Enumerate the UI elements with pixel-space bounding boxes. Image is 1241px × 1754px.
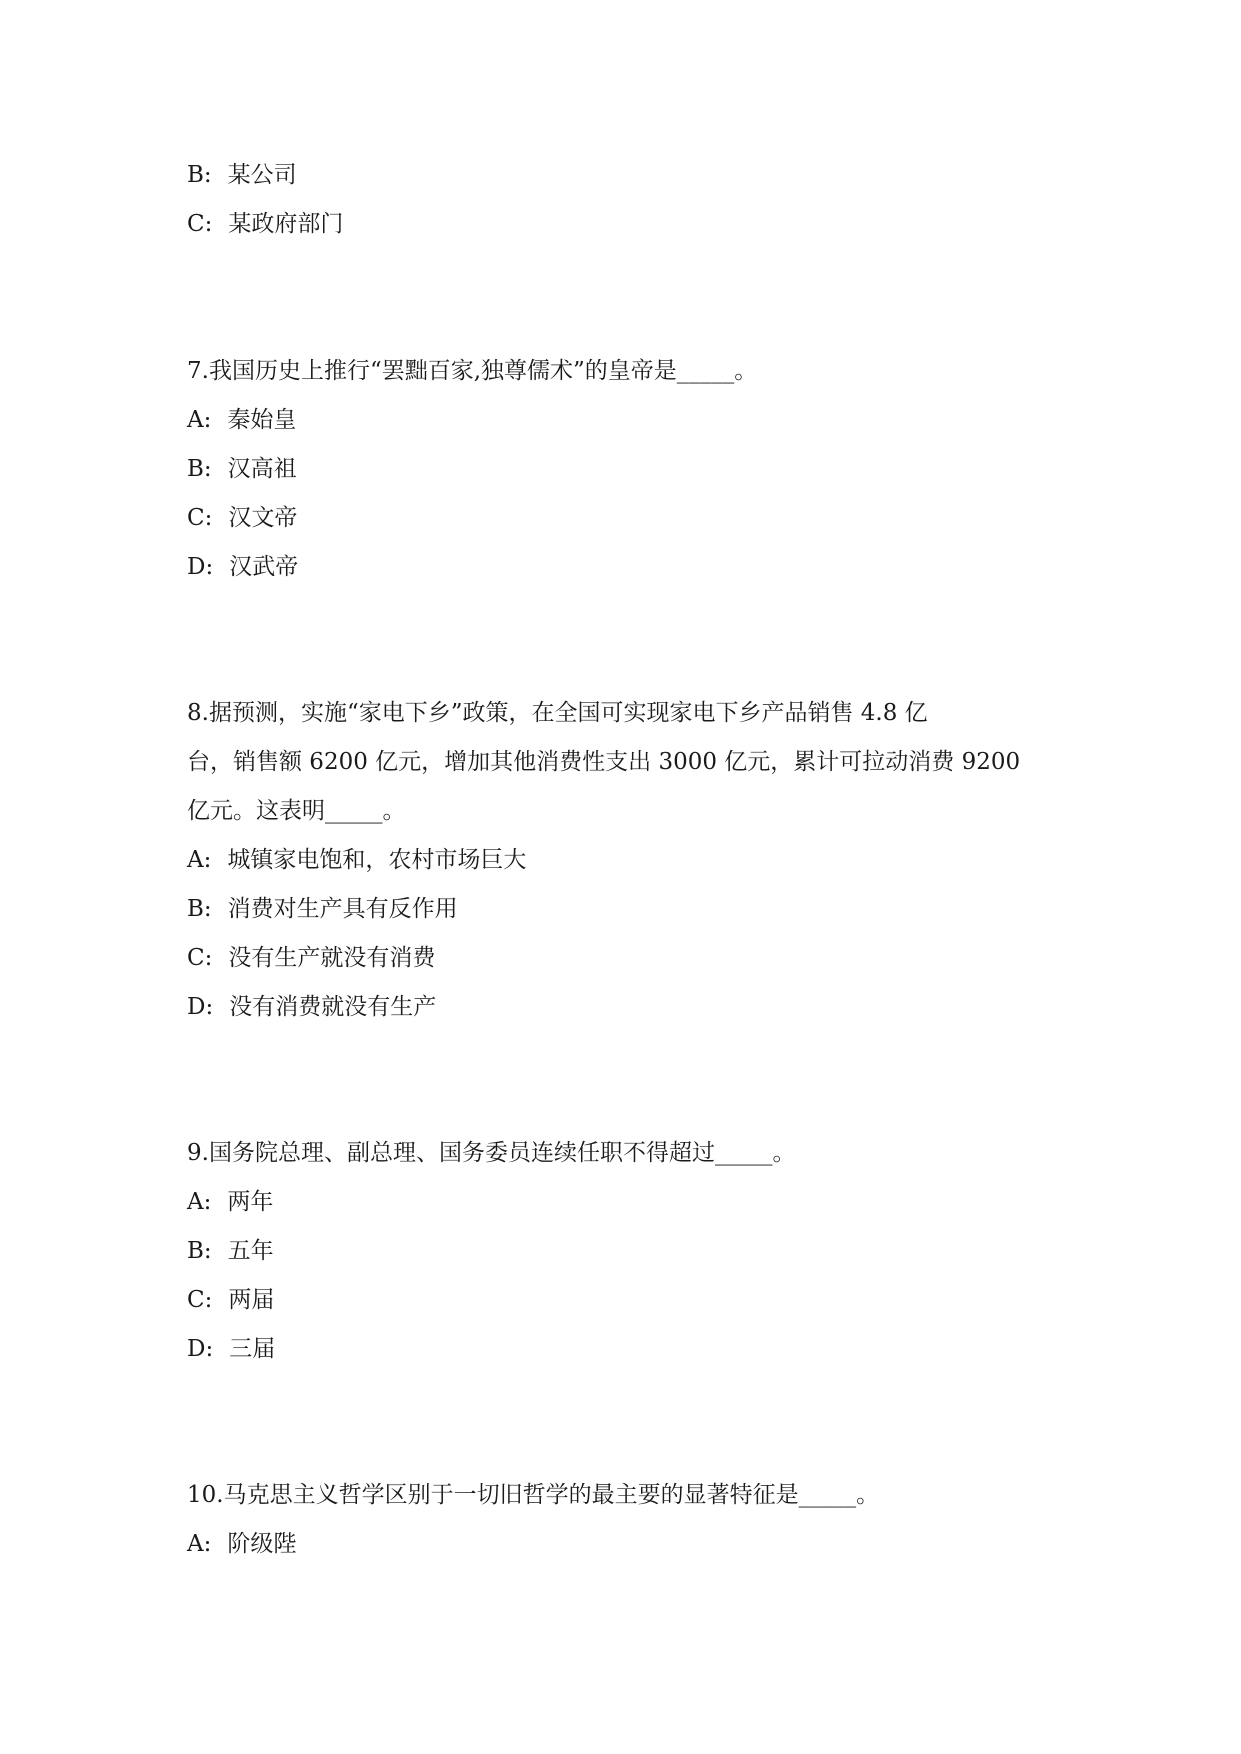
question-8-option-a xyxy=(187,845,526,875)
option-letter: A: xyxy=(187,407,212,433)
option-text: 某公司 xyxy=(227,162,297,188)
option-text: 两届 xyxy=(228,1287,275,1313)
option-text: 没有消费就没有生产 xyxy=(229,994,437,1020)
option-text: 阶级陛 xyxy=(227,1531,297,1557)
question-8-stem-line-1: 8.据预测，实施“家电下乡”政策，在全国可实现家电下乡产品销售 4.8 亿 xyxy=(187,700,928,726)
option-letter: C: xyxy=(187,505,213,531)
option-text: 五年 xyxy=(227,1238,274,1264)
option-text: 某政府部门 xyxy=(228,211,344,237)
question-7-option-d xyxy=(187,552,298,582)
question-9-stem: 9.国务院总理、副总理、国务委员连续任职不得超过_____。 xyxy=(187,1140,796,1166)
option-letter: B: xyxy=(187,456,212,482)
option-text: 两年 xyxy=(227,1189,274,1215)
option-letter: C: xyxy=(187,211,213,237)
question-9-option-a xyxy=(187,1187,273,1217)
option-text: 三届 xyxy=(229,1336,276,1362)
option-letter: A: xyxy=(187,847,212,873)
option-letter: B: xyxy=(187,1238,212,1264)
option-c xyxy=(187,209,343,239)
option-letter: A: xyxy=(187,1189,212,1215)
option-letter: A: xyxy=(187,1531,212,1557)
option-letter: D: xyxy=(187,994,214,1020)
option-text: 消费对生产具有反作用 xyxy=(227,896,458,922)
question-7-option-b xyxy=(187,454,297,484)
option-letter: B: xyxy=(187,162,212,188)
option-letter: C: xyxy=(187,1287,213,1313)
option-letter: D: xyxy=(187,1336,214,1362)
question-9-option-c xyxy=(187,1285,274,1315)
question-8-option-d xyxy=(187,992,436,1022)
question-7-stem: 7.我国历史上推行“罢黜百家,独尊儒术”的皇帝是_____。 xyxy=(187,358,758,384)
option-text: 汉文帝 xyxy=(228,505,298,531)
question-7-option-c xyxy=(187,503,297,533)
question-8-option-c xyxy=(187,943,435,973)
option-letter: B: xyxy=(187,896,212,922)
question-8-stem-line-2: 台，销售额 6200 亿元，增加其他消费性支出 3000 亿元，累计可拉动消费 9200 xyxy=(187,749,1021,775)
question-8-option-b xyxy=(187,894,458,924)
question-9-option-d xyxy=(187,1334,275,1364)
question-10-stem: 10.马克思主义哲学区别于一切旧哲学的最主要的显著特征是_____。 xyxy=(187,1482,880,1508)
option-text: 秦始皇 xyxy=(227,407,297,433)
option-text: 汉高祖 xyxy=(227,456,297,482)
question-10-option-a xyxy=(187,1529,296,1559)
option-b xyxy=(187,160,297,190)
question-8-stem-line-3: 亿元。这表明_____。 xyxy=(187,798,406,824)
option-letter: C: xyxy=(187,945,213,971)
question-7-option-a xyxy=(187,405,296,435)
question-9-option-b xyxy=(187,1236,274,1266)
option-text: 汉武帝 xyxy=(229,554,299,580)
option-letter: D: xyxy=(187,554,214,580)
option-text: 城镇家电饱和，农村市场巨大 xyxy=(227,847,527,873)
option-text: 没有生产就没有消费 xyxy=(228,945,436,971)
